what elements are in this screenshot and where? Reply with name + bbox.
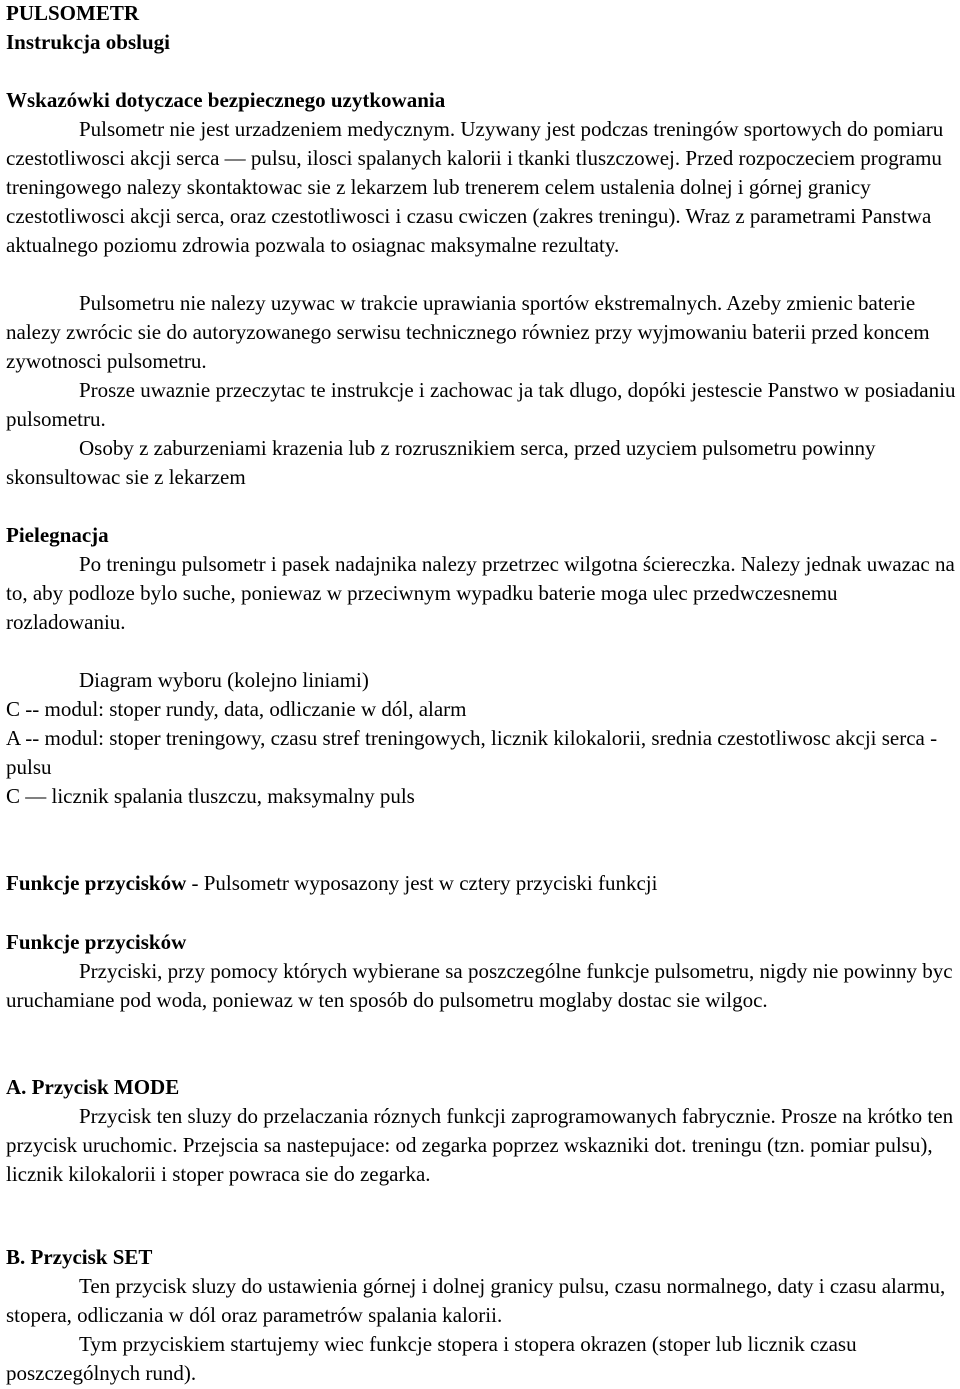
safety-heading: Wskazówki dotyczace bezpiecznego uzytkowania: [6, 88, 446, 112]
functions-intro-heading: Funkcje przycisków: [6, 871, 187, 895]
safety-paragraph-2: Pulsometru nie nalezy uzywac w trakcie uprawiania sportów ekstremalnych. Azeby zmienic baterie nalezy zwrócic sie do autoryzowanego serwisu technicznego równiez przy wyjmowaniu baterii przed koncem zywotnosci pulsometru.: [6, 291, 930, 373]
care-paragraph: Po treningu pulsometr i pasek nadajnika nalezy przetrzec wilgotna ściereczka. Nalezy jednak uwazac na to, aby podloze bylo suche, poniewaz w przeciwnym wypadku baterie moga ulec przedwczesnemu rozladowaniu.: [6, 552, 955, 634]
safety-paragraph-4: Osoby z zaburzeniami krazenia lub z rozrusznikiem serca, przed uzyciem pulsometru powinny skonsultowac sie z lekarzem: [6, 436, 876, 489]
button-b-heading: B. Przycisk SET: [6, 1245, 153, 1269]
diagram-title-row: [6, 666, 956, 695]
safety-paragraph-1: Pulsometr nie jest urzadzeniem medycznym. Uzywany jest podczas treningów sportowych do pomiaru czestotliwosci akcji serca — pulsu, ilosci spalanych kalorii i tkanki tluszczowej. Przed rozpoczeciem programu treningowego nalezy skontaktowac sie z lekarzem lub trenerem celem ustalenia dolnej i górnej granicy czestotliwosci akcji serca, oraz czestotliwosci i czasu cwiczen (zakres treningu). Wraz z parametrami Panstwa aktualnego poziomu zdrowia pozwala to osiagnac maksymalne rezultaty.: [6, 117, 944, 257]
functions-intro-text: - Pulsometr wyposazony jest w cztery przyciski funkcji: [186, 871, 658, 895]
functions-heading: Funkcje przycisków: [6, 930, 187, 954]
diagram-line-3: C — licznik spalania tluszczu, maksymalny puls: [6, 784, 415, 808]
diagram-line-1: C -- modul: stoper rundy, data, odliczanie w dól, alarm: [6, 697, 467, 721]
safety-paragraph-3: Prosze uwaznie przeczytac te instrukcje i zachowac ja tak dlugo, dopóki jestescie Panstwo w posiadaniu pulsometru.: [6, 378, 956, 431]
functions-intro: [6, 869, 956, 898]
button-b-paragraph-2: Tym przyciskiem startujemy wiec funkcje stopera i stopera okrazen (stoper lub licznik czasu poszczególnych rund).: [6, 1332, 857, 1385]
button-a-paragraph: Przycisk ten sluzy do przelaczania róznych funkcji zaprogramowanych fabrycznie. Prosze na krótko ten przycisk uruchomic. Przejscia sa nastepujace: od zegarka poprzez wskazniki dot. treningu (tzn. pomiar pulsu), licznik kilokalorii i stoper powraca sie do zegarka.: [6, 1104, 954, 1186]
diagram-line-2: A -- modul: stoper treningowy, czasu stref treningowych, licznik kilokalorii, srednia czestotliwosc akcji serca -pulsu: [6, 726, 938, 779]
diagram-title: Diagram wyboru (kolejno liniami): [79, 668, 369, 692]
document-subtitle: Instrukcja obslugi: [6, 30, 170, 54]
functions-paragraph: Przyciski, przy pomocy których wybierane sa poszczególne funkcje pulsometru, nigdy nie powinny byc uruchamiane pod woda, poniewaz w ten sposób do pulsometru moglaby dostac sie wilgoc.: [6, 959, 953, 1012]
button-b-paragraph-1: Ten przycisk sluzy do ustawienia górnej i dolnej granicy pulsu, czasu normalnego, daty i czasu alarmu, stopera, odliczania w dól oraz parametrów spalania kalorii.: [6, 1274, 946, 1327]
care-heading: Pielegnacja: [6, 523, 109, 547]
button-a-heading: A. Przycisk MODE: [6, 1075, 180, 1099]
document-title: PULSOMETR: [6, 1, 140, 25]
